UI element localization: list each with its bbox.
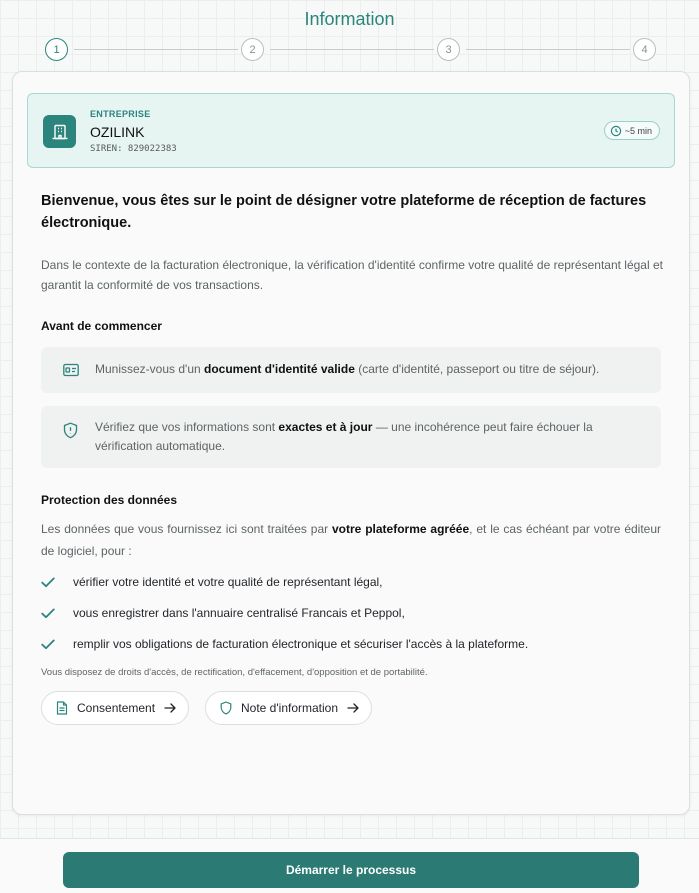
- building-icon: [43, 115, 76, 148]
- info-notice-button[interactable]: [205, 691, 372, 725]
- tip-verify-info: [41, 406, 661, 468]
- clock-icon: [610, 125, 622, 137]
- duration-label: ~5 min: [624, 125, 652, 136]
- checklist-item: remplir vos obligations de facturation électronique et sécuriser l'accès à la plateforme.: [41, 634, 528, 654]
- company-tag: ENTREPRISE: [90, 109, 151, 119]
- start-process-button[interactable]: Démarrer le processus: [63, 852, 639, 888]
- consent-label: Consentement: [77, 701, 156, 715]
- checklist-item: vérifier votre identité et votre qualité de représentant légal,: [41, 572, 383, 592]
- step-4: 4: [633, 38, 656, 61]
- protection-text: Les données que vous fournissez ici sont traitées par votre plateforme agréée, et le cas échéant par votre éditeur de logiciel, pour :: [41, 522, 662, 558]
- protection-title: Protection des données: [41, 493, 178, 507]
- footer-bar: [0, 838, 699, 893]
- shield-icon: [220, 701, 232, 715]
- tip-id-document: [41, 347, 661, 393]
- check-icon: [41, 639, 55, 650]
- consent-button[interactable]: [41, 691, 189, 725]
- company-siren: SIREN: 829022383: [90, 144, 177, 154]
- step-connector: [270, 49, 434, 50]
- id-card-icon: [63, 363, 79, 377]
- duration-badge: [604, 121, 660, 140]
- document-icon: [56, 701, 68, 715]
- step-1: 1: [45, 38, 68, 61]
- before-title: Avant de commencer: [41, 319, 162, 333]
- step-2: 2: [241, 38, 264, 61]
- rights-notice: Vous disposez de droits d'accès, de rectification, d'effacement, d'opposition et de portabilité.: [41, 667, 428, 678]
- intro-text: Dans le contexte de la facturation électronique, la vérification d'identité confirme votre qualité de représentant légal et garantit la conformité de vos transactions.: [41, 258, 663, 292]
- shield-icon: [63, 422, 78, 439]
- welcome-heading: Bienvenue, vous êtes sur le point de désigner votre plateforme de réception de factures électronique.: [41, 193, 647, 231]
- info-notice-label: Note d'information: [241, 701, 339, 715]
- step-connector: [466, 49, 630, 50]
- arrow-right-icon: [347, 703, 359, 713]
- check-icon: [41, 577, 55, 588]
- info-card: [12, 71, 690, 815]
- checklist-item: vous enregistrer dans l'annuaire centralisé Francais et Peppol,: [41, 603, 405, 623]
- tip-verify-text: Vérifiez que vos informations sont exactes et à jour — une incohérence peut faire échouer la vérification automatique.: [95, 420, 593, 453]
- company-panel: [27, 93, 675, 168]
- arrow-right-icon: [164, 703, 176, 713]
- stepper: [45, 38, 657, 62]
- step-connector: [74, 49, 238, 50]
- step-3: 3: [437, 38, 460, 61]
- check-icon: [41, 608, 55, 619]
- company-name: OZILINK: [90, 124, 145, 140]
- page-title: Information: [304, 9, 395, 29]
- tip-id-text: Munissez-vous d'un document d'identité valide (carte d'identité, passeport ou titre de séjour).: [95, 362, 600, 376]
